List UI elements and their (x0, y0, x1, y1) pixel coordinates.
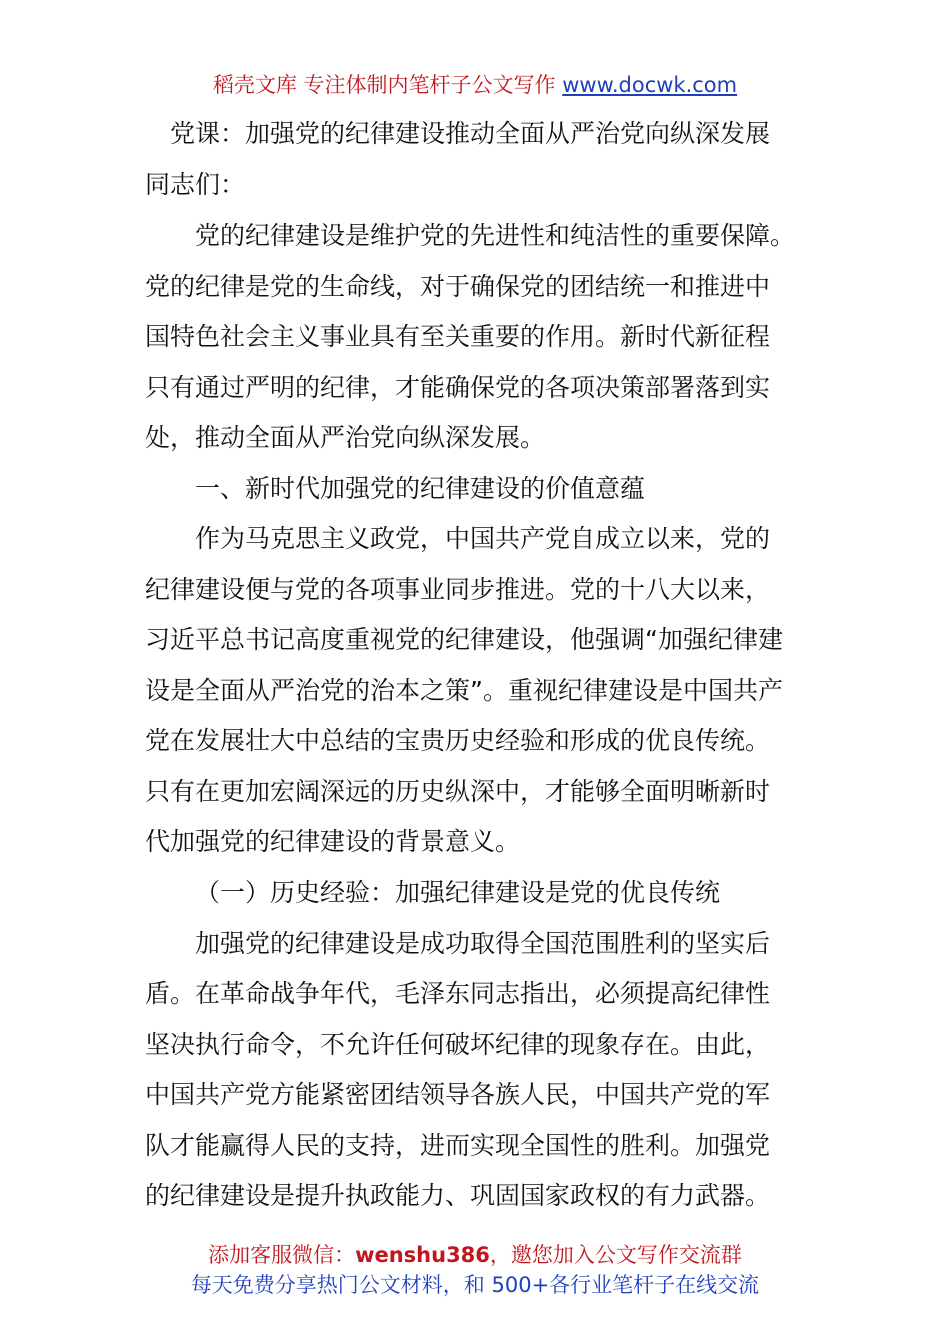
paragraph-line: 中国共产党方能紧密团结领导各族人民，中国共产党的军 (145, 1080, 771, 1109)
paragraph-line: 盾。在革命战争年代，毛泽东同志指出，必须提高纪律性 (145, 979, 771, 1008)
paragraph-line: 党在发展壮大中总结的宝贵历史经验和形成的优良传统。 (145, 726, 771, 755)
paragraph-line: 坚决执行命令，不允许任何破坏纪律的现象存在。由此， (145, 1030, 771, 1059)
paragraph-line: 习近平总书记高度重视党的纪律建设，他强调“加强纪律建 (145, 625, 783, 654)
paragraph-line: 加强党的纪律建设是成功取得全国范围胜利的坚实后 (195, 929, 771, 958)
section-heading: 一、新时代加强党的纪律建设的价值意蕴 (195, 474, 646, 503)
document-title: 党课：加强党的纪律建设推动全面从严治党向纵深发展 (170, 119, 771, 148)
paragraph-line: 党的纪律建设是维护党的先进性和纯洁性的重要保障。 (195, 221, 796, 250)
footer-wechat-line (0, 1241, 950, 1269)
footer-wechat-suffix: ，邀您加入公文写作交流群 (489, 1243, 742, 1267)
footer-share-line: 每天免费分享热门公文材料，和 500+各行业笔杆子在线交流 (190, 1273, 760, 1297)
paragraph-line: 的纪律建设是提升执政能力、巩固国家政权的有力武器。 (145, 1181, 771, 1210)
paragraph-line: 处，推动全面从严治党向纵深发展。 (145, 423, 546, 452)
header-banner (0, 70, 950, 100)
paragraph-line: 作为马克思主义政党，中国共产党自成立以来，党的 (195, 524, 771, 553)
paragraph-line: 代加强党的纪律建设的背景意义。 (145, 827, 521, 856)
paragraph-line: 国特色社会主义事业具有至关重要的作用。新时代新征程 (145, 322, 771, 351)
footer-wechat-prefix: 添加客服微信： (208, 1243, 356, 1267)
paragraph-line: 队才能赢得人民的支持，进而实现全国性的胜利。加强党 (145, 1131, 771, 1160)
header-url-link[interactable]: www.docwk.com (562, 73, 738, 97)
paragraph-line: 只有通过严明的纪律，才能确保党的各项决策部署落到实 (145, 373, 771, 402)
subsection-heading: （一）历史经验：加强纪律建设是党的优良传统 (195, 878, 721, 907)
salutation: 同志们： (145, 170, 246, 199)
paragraph-line: 纪律建设便与党的各项事业同步推进。党的十八大以来， (145, 575, 771, 604)
header-brand-text: 稻壳文库 专注体制内笔杆子公文写作 (212, 73, 556, 97)
footer-wechat-id: wenshu386 (355, 1243, 490, 1267)
paragraph-line: 党的纪律是党的生命线，对于确保党的团结统一和推进中 (145, 272, 771, 301)
paragraph-line: 只有在更加宏阔深远的历史纵深中，才能够全面明晰新时 (145, 777, 771, 806)
paragraph-line: 设是全面从严治党的治本之策”。重视纪律建设是中国共产 (145, 676, 783, 705)
